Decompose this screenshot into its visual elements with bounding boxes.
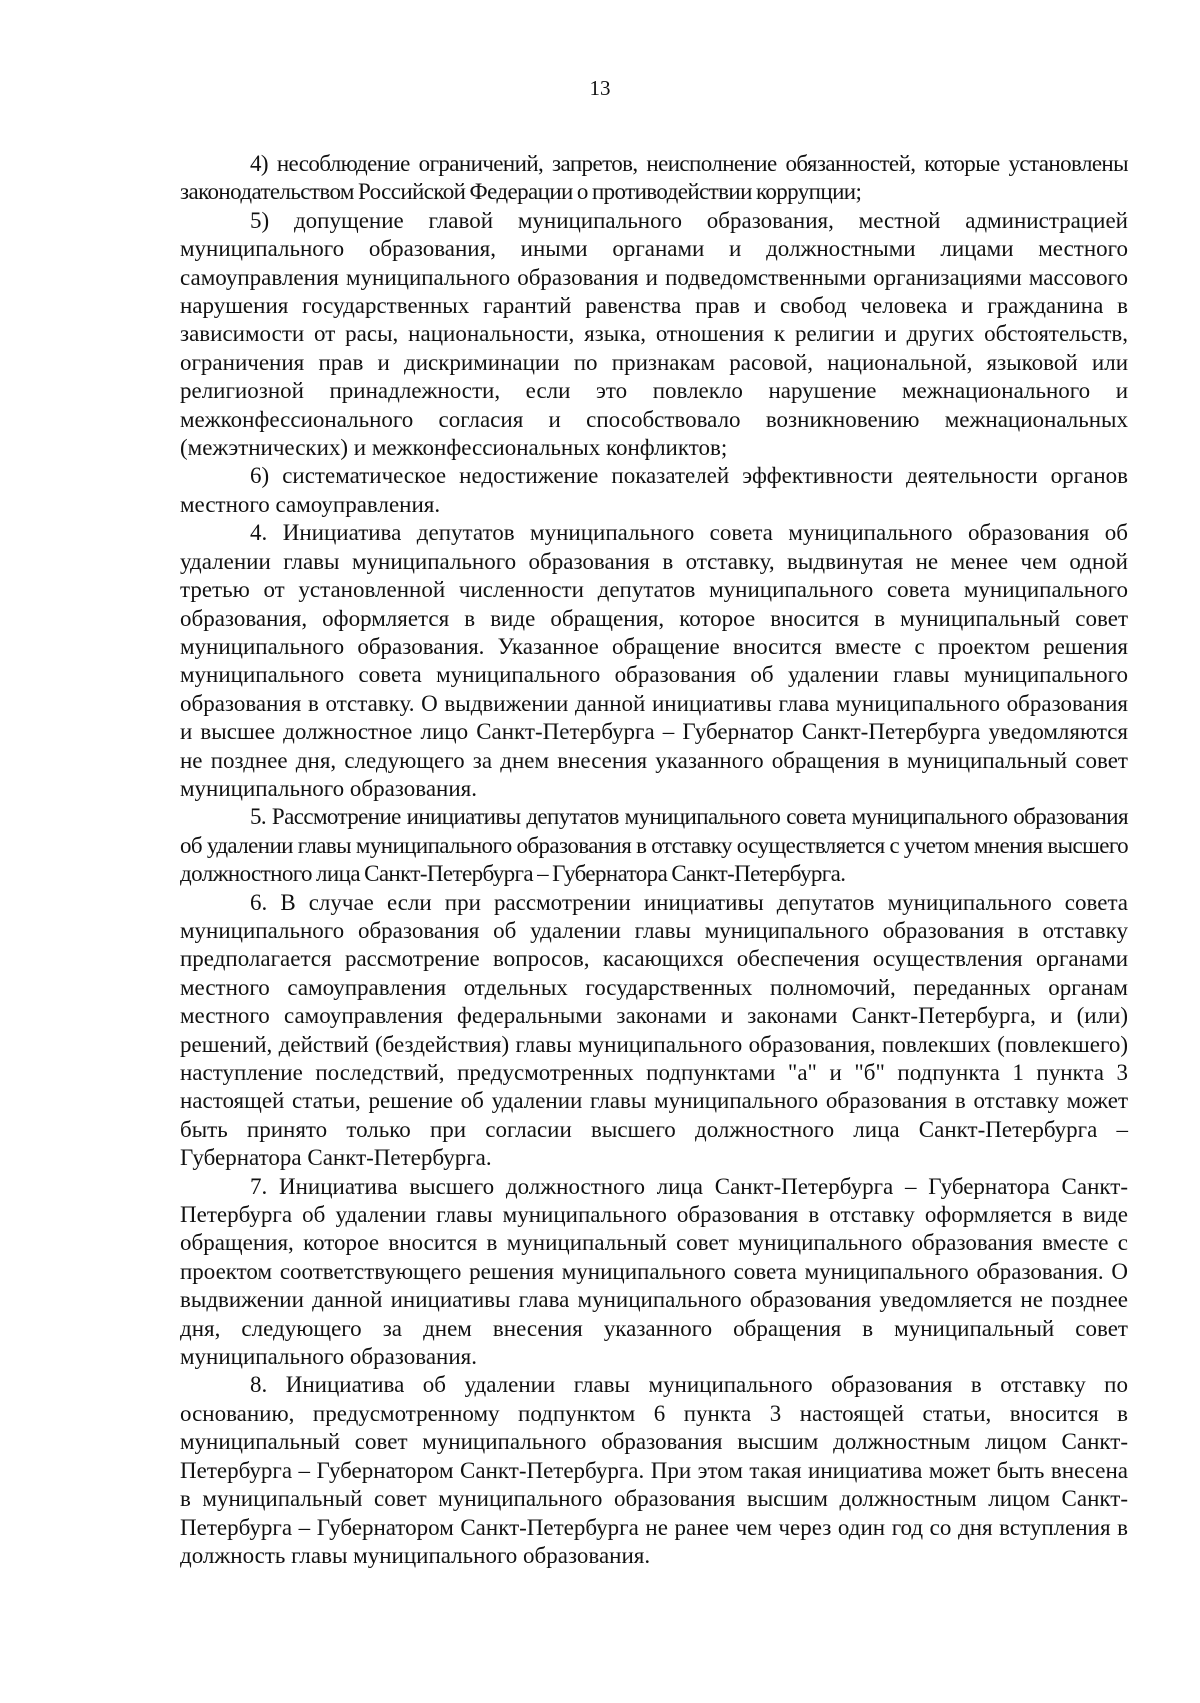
- paragraph-item-5-violations: 5) допущение главой муниципального образования, местной администрацией муниципального образования, иными органами и должностными лицами местного самоуправления муниципального образования и подведомственными организациями массового нарушения государственных гарантий равенства прав и свобод человека и гражданина в зависимости от расы, национальности, языка, отношения к религии и других обстоятельств, ограничения прав и дискриминации по признакам расовой, национальной, языковой или религиозной принадлежности, если это повлекло нарушение межнационального и межконфессионального согласия и способствовало возникновению межнациональных (межэтнических) и межконфессиональных конфликтов;: [180, 207, 1128, 461]
- paragraph-section-8: 8. Инициатива об удалении главы муниципального образования в отставку по основанию, предусмотренному подпунктом 6 пункта 3 настоящей статьи, вносится в муниципальный совет муниципального образования высшим должностным лицом Санкт-Петербурга – Губернатором Санкт-Петербурга. При этом такая инициатива может быть внесена в муниципальный совет муниципального образования высшим должностным лицом Санкт-Петербурга – Губернатором Санкт-Петербурга не ранее чем через один год со дня вступления в должность главы муниципального образования.: [180, 1372, 1128, 1568]
- document-body: [180, 150, 1128, 1570]
- paragraph-section-5: 5. Рассмотрение инициативы депутатов муниципального совета муниципального образования об удалении главы муниципального образования в отставку осуществляется с учетом мнения высшего должностного лица Санкт-Петербурга – Губернатора Санкт-Петербурга.: [180, 804, 1128, 887]
- paragraph-item-6-performance: 6) систематическое недостижение показателей эффективности деятельности органов местного самоуправления.: [180, 463, 1128, 517]
- paragraph-section-4: 4. Инициатива депутатов муниципального совета муниципального образования об удалении главы муниципального образования в отставку, выдвинутая не менее чем одной третью от установленной численности депутатов муниципального совета муниципального образования, оформляется в виде обращения, которое вносится в муниципальный совет муниципального образования. Указанное обращение вносится вместе с проектом решения муниципального совета муниципального образования об удалении главы муниципального образования в отставку. О выдвижении данной инициативы глава муниципального образования и высшее должностное лицо Санкт-Петербурга – Губернатор Санкт-Петербурга уведомляются не позднее дня, следующего за днем внесения указанного обращения в муниципальный совет муниципального образования.: [180, 520, 1128, 801]
- paragraph-item-4-corruption: 4) несоблюдение ограничений, запретов, неисполнение обязанностей, которые установлены законодательством Российской Федерации о противодействии коррупции;: [180, 151, 1128, 205]
- paragraph-section-7: 7. Инициатива высшего должностного лица Санкт-Петербурга – Губернатора Санкт-Петербурга об удалении главы муниципального образования в отставку оформляется в виде обращения, которое вносится в муниципальный совет муниципального образования вместе с проектом соответствующего решения муниципального совета муниципального образования. О выдвижении данной инициативы глава муниципального образования уведомляется не позднее дня, следующего за днем внесения указанного обращения в муниципальный совет муниципального образования.: [180, 1173, 1128, 1370]
- paragraph-section-6: 6. В случае если при рассмотрении инициативы депутатов муниципального совета муниципального образования об удалении главы муниципального образования в отставку предполагается рассмотрение вопросов, касающихся обеспечения осуществления органами местного самоуправления отдельных государственных полномочий, переданных органам местного самоуправления федеральными законами и законами Санкт-Петербурга, и (или) решений, действий (бездействия) главы муниципального образования, повлекших (повлекшего) наступление последствий, предусмотренных подпунктами "а" и "б" подпункта 1 пункта 3 настоящей статьи, решение об удалении главы муниципального образования в отставку может быть принято только при согласии высшего должностного лица Санкт-Петербурга – Губернатора Санкт-Петербурга.: [180, 889, 1128, 1171]
- page-number: 13: [589, 76, 611, 100]
